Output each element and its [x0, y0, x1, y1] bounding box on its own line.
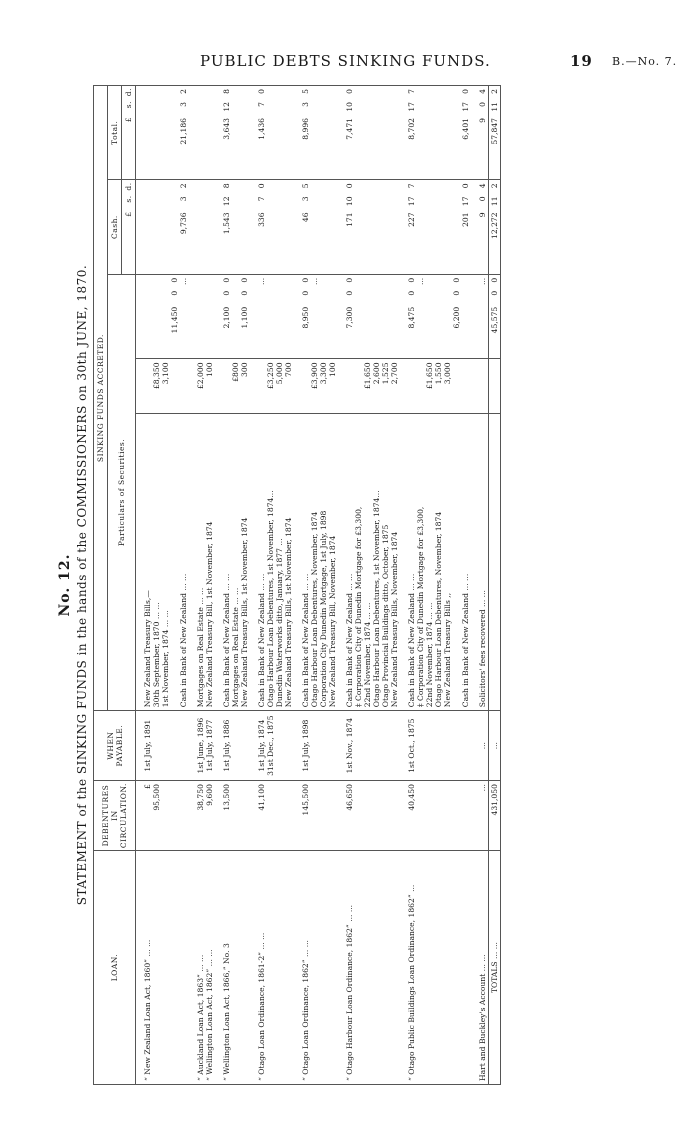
cell-line: Otago Harbour Loan Debentures, November, 1874 [434, 511, 443, 708]
cell-line [319, 89, 328, 176]
cell-line: New Zealand Treasury Bills,— [143, 590, 152, 708]
cell-line: 31st Dec., 1875 [266, 715, 275, 776]
cell-line [328, 89, 337, 176]
cell-line: Cash in Bank of New Zealand ... ... [222, 573, 231, 708]
cell-line [266, 183, 275, 270]
when-payable-cell [215, 711, 250, 781]
loan-cell [189, 851, 215, 1085]
table-row [338, 86, 400, 1085]
header-debentures: DEBENTURES IN CIRCULATION. [94, 781, 136, 851]
debentures-cell [250, 781, 294, 851]
cell-line: ‡ Corporation City of Dunedin Mortgage for £3,300, [416, 506, 425, 708]
cell-line: 700 [284, 362, 293, 377]
cell-line: £3,900 [310, 362, 319, 390]
cell-line: 8,702 17 7 [407, 89, 416, 140]
amount-cell [189, 359, 215, 413]
cell-line [170, 362, 179, 409]
cell-line: 9,600 [205, 784, 214, 806]
cell-line [275, 89, 284, 176]
cell-line [143, 362, 152, 409]
when-payable-cell [294, 711, 338, 781]
cell-line [363, 89, 372, 176]
when-payable-cell [136, 711, 190, 781]
loan-cell [400, 851, 471, 1085]
total-cell [136, 86, 190, 180]
cell-line: ... [478, 784, 487, 792]
amount-cell [471, 359, 489, 413]
cell-line [231, 89, 240, 176]
total-cell [471, 86, 489, 180]
cell-line [266, 278, 275, 356]
totals-particulars [489, 413, 501, 710]
cell-line: £1,650 [363, 362, 372, 390]
when-payable-cell [250, 711, 294, 781]
debentures-cell [215, 781, 250, 851]
cell-line: 201 17 0 [461, 183, 470, 227]
cell-line: 8,475 0 0 [407, 277, 416, 329]
cell-line [443, 278, 452, 356]
cash-cell [189, 180, 215, 274]
totals-row [489, 86, 501, 1085]
cell-line: “ Otago Harbour Loan Ordinance, 1862” ... ... [345, 904, 354, 1081]
cell-line [452, 417, 461, 707]
cell-line [284, 89, 293, 176]
cell-line [354, 278, 363, 356]
cell-line [240, 89, 249, 176]
cell-line: 6,200 0 0 [452, 277, 461, 329]
cell-line: 21,186 3 2 [179, 89, 188, 145]
cell-line [381, 89, 390, 176]
debentures-cell [136, 781, 190, 851]
cell-line [363, 278, 372, 356]
sub-amount-cell [338, 274, 400, 359]
particulars-cell [471, 413, 489, 710]
cell-line: “ Wellington Loan Act, 1866,” No. 3 [222, 943, 231, 1081]
cell-line [372, 183, 381, 270]
cash-cell [338, 180, 400, 274]
cell-line [425, 183, 434, 270]
table-row [215, 86, 250, 1085]
totals-when: ... [489, 711, 501, 781]
cell-line: £3,250 [266, 362, 275, 390]
cell-line [152, 89, 161, 176]
cell-line: Cash in Bank of New Zealand ... ... [461, 573, 470, 708]
amount-cell [294, 359, 338, 413]
cell-line: 171 10 0 [345, 183, 354, 227]
rotated-statement [55, 85, 615, 1085]
cell-line: Mortgages on Real Estate ... ... [196, 587, 205, 708]
cell-line [354, 89, 363, 176]
cash-cell [136, 180, 190, 274]
cell-line: “ Otago Loan Ordinance, 1862” ... ... [301, 940, 310, 1081]
cell-line: New Zealand Treasury Bills, 1st November, 1874 [284, 517, 293, 708]
cell-line: “ New Zealand Loan Act, 1860” ... ... [143, 939, 152, 1081]
when-payable-cell [400, 711, 471, 781]
cell-line [434, 278, 443, 356]
particulars-cell [215, 413, 250, 710]
cell-line: 336 7 0 [257, 183, 266, 227]
cell-line: 1,100 0 0 [240, 277, 249, 329]
sub-amount-cell [136, 274, 190, 359]
cell-line [284, 278, 293, 356]
cell-line: Hart and Buckley's Account ... ... [478, 954, 487, 1081]
cell-line: ‡ Corporation City of Dunedin Mortgage for £3,300, [354, 506, 363, 708]
cash-cell [400, 180, 471, 274]
cell-line: 46,650 [345, 784, 354, 811]
statement-title: STATEMENT of the SINKING FUNDS in the hands of the COMMISSIONERS on 30th JUNE, 1870. [75, 264, 89, 906]
table-row [136, 86, 190, 1085]
cell-line: ... [478, 277, 487, 286]
cell-line [179, 362, 188, 409]
cell-line: 1,436 7 0 [257, 89, 266, 140]
cell-line [416, 362, 425, 409]
cell-line [231, 183, 240, 270]
cell-line: Cash in Bank of New Zealand ... ... [345, 573, 354, 708]
cell-line [152, 183, 161, 270]
cell-line: Cash in Bank of New Zealand ... ... [301, 573, 310, 708]
cell-line [257, 362, 266, 409]
cell-line: 300 [240, 362, 249, 377]
cell-line [161, 89, 170, 176]
table-row [189, 86, 215, 1085]
cell-line [170, 417, 179, 707]
cell-line: 9 0 4 [478, 183, 487, 218]
cell-line: 1,550 [434, 362, 443, 385]
cell-line: 1st June, 1896 [196, 717, 205, 774]
cell-line [170, 89, 179, 176]
cell-line [407, 362, 416, 409]
cell-line [152, 278, 161, 356]
cell-line [390, 183, 399, 270]
cell-line: 1st July, 1898 [301, 719, 310, 772]
cell-line [196, 278, 205, 356]
cell-line: Mortgages on Real Estate ... ... [231, 587, 240, 708]
cell-line: 7,471 10 0 [345, 89, 354, 140]
header-particulars: Particulars of Securities. [108, 274, 136, 710]
cell-line [425, 278, 434, 356]
cell-line: Cash in Bank of New Zealand ... ... [179, 573, 188, 708]
particulars-cell [136, 413, 190, 710]
cell-line [381, 278, 390, 356]
cell-line [452, 362, 461, 409]
cell-line [231, 278, 240, 356]
amount-cell [215, 359, 250, 413]
totals-amount [489, 359, 501, 413]
totals-cash: 12,272 11 2 [489, 180, 501, 274]
cell-line: New Zealand Treasury Bill, November, 1874 [328, 535, 337, 708]
amount-cell [400, 359, 471, 413]
particulars-cell [189, 413, 215, 710]
cell-line [310, 89, 319, 176]
cell-line [372, 89, 381, 176]
table-row [250, 86, 294, 1085]
amount-cell [338, 359, 400, 413]
cell-line: 41,100 [257, 784, 266, 811]
cell-line [310, 183, 319, 270]
cell-line [434, 183, 443, 270]
cell-line [266, 89, 275, 176]
totals-total: 57,847 11 2 [489, 86, 501, 180]
cell-line [452, 183, 461, 270]
cell-line: 22nd November, 1874 ... ... [425, 602, 434, 708]
cell-line: ... [257, 277, 266, 286]
sub-amount-cell [400, 274, 471, 359]
header-when-payable: WHEN PAYABLE. [94, 711, 136, 781]
cell-line [328, 278, 337, 356]
cell-line [196, 89, 205, 176]
when-payable-cell [189, 711, 215, 781]
cell-line [301, 362, 310, 409]
cell-line: 5,000 [275, 362, 284, 385]
sub-amount-cell [250, 274, 294, 359]
cell-line: Otago Harbour Loan Debentures, November, 1874 [310, 511, 319, 708]
cell-line [170, 183, 179, 270]
total-cell [400, 86, 471, 180]
cell-line: 7,300 0 0 [345, 277, 354, 329]
cell-line: “ Auckland Loan Act, 1863” ... ... [196, 954, 205, 1081]
particulars-cell [400, 413, 471, 710]
cell-line: ... [416, 277, 425, 286]
cell-line [461, 278, 470, 356]
cell-line [452, 89, 461, 176]
cell-line: 227 17 7 [407, 183, 416, 227]
header-sinking-funds: SINKING FUNDS ACCRETED. [94, 86, 108, 711]
cell-line [161, 278, 170, 356]
cell-line: 30th September, 1870 ... ... [152, 602, 161, 708]
cash-cell [294, 180, 338, 274]
cell-line: New Zealand Treasury Bills, 1st November, 1874 [240, 517, 249, 708]
cell-line: “ Wellington Loan Act, 1862” ... ... [205, 949, 214, 1081]
page-header-title: PUBLIC DEBTS SINKING FUNDS. [200, 52, 491, 70]
cell-line [319, 183, 328, 270]
cell-line: 95,500 [152, 784, 161, 811]
particulars-cell [294, 413, 338, 710]
loan-cell [215, 851, 250, 1085]
cell-line: 8,996 3 5 [301, 89, 310, 140]
loan-cell [250, 851, 294, 1085]
when-payable-cell [471, 711, 489, 781]
amount-cell [136, 359, 190, 413]
total-cell [250, 86, 294, 180]
table-row [400, 86, 471, 1085]
cell-line [284, 183, 293, 270]
table-number: No. 12. [57, 553, 73, 617]
cell-line: 22nd November, 1874 ... ... [363, 602, 372, 708]
cell-line: “ Otago Loan Ordinance, 1861-2” ... ... [257, 932, 266, 1081]
cell-line [416, 183, 425, 270]
sub-amount-cell [294, 274, 338, 359]
cell-line: Corporation City Dunedin Mortgage, 1st July, 1898 [319, 510, 328, 708]
cell-line [443, 183, 452, 270]
cell-line [345, 362, 354, 409]
cell-line: 6,401 17 0 [461, 89, 470, 140]
cell-line: 2,100 0 0 [222, 277, 231, 329]
cell-line: 145,500 [301, 784, 310, 816]
page-number: 19 [570, 52, 593, 70]
cash-units: £ s. d. [122, 180, 136, 274]
cell-line [354, 362, 363, 409]
cell-line [319, 278, 328, 356]
cell-line: 11,450 0 0 [170, 277, 179, 334]
cell-line: 2,700 [390, 362, 399, 385]
cell-line: ... [179, 277, 188, 286]
loan-cell [136, 851, 190, 1085]
particulars-cell [250, 413, 294, 710]
cell-line: New Zealand Treasury Bill, 1st November, 1874 [205, 521, 214, 708]
cell-line: 1st July, 1874 [257, 719, 266, 772]
cell-line: Cash in Bank of New Zealand ... ... [257, 573, 266, 708]
cell-line [390, 278, 399, 356]
cell-line [354, 183, 363, 270]
cell-line [143, 89, 152, 176]
particulars-cell [338, 413, 400, 710]
sinking-funds-table [93, 85, 501, 1085]
cell-line: 9,736 3 2 [179, 183, 188, 235]
loan-cell [294, 851, 338, 1085]
loan-cell [338, 851, 400, 1085]
cell-line: 1st July, 1886 [222, 719, 231, 772]
cell-line: Solicitors' fees recovered ... ... [478, 590, 487, 708]
cell-line [461, 362, 470, 409]
cell-line: 1st November, 1874 ... ... [161, 610, 170, 708]
cell-line [390, 89, 399, 176]
cell-line: 1st Oct., 1875 [407, 718, 416, 773]
cell-line: 3,000 [443, 362, 452, 385]
header-cash: Cash. [108, 180, 122, 274]
cell-line: Cash in Bank of New Zealand ... ... [407, 573, 416, 708]
cell-line: “ Otago Public Buildings Loan Ordinance, 1862” ... [407, 884, 416, 1081]
cell-line [443, 89, 452, 176]
cell-line: £800 [231, 362, 240, 382]
cell-line [240, 183, 249, 270]
cell-line: 3,100 [161, 362, 170, 385]
cell-line [381, 183, 390, 270]
cell-line [161, 183, 170, 270]
cell-line [196, 183, 205, 270]
cell-line: 1st July, 1891 [143, 719, 152, 772]
sub-amount-cell [215, 274, 250, 359]
total-units: £ s. d. [122, 86, 136, 180]
total-cell [189, 86, 215, 180]
cell-line [478, 362, 487, 409]
table-row [471, 86, 489, 1085]
cell-line: Otago Harbour Loan Debentures, 1st November, 1874... [266, 490, 275, 708]
totals-sub-amount: 45,575 0 0 [489, 274, 501, 359]
cell-line: 1st Nov., 1874 [345, 717, 354, 774]
cell-line: New Zealand Treasury Bills ,, [443, 592, 452, 708]
debentures-cell [294, 781, 338, 851]
debentures-cell [471, 781, 489, 851]
cell-line: Dunedin Waterworks ditto, January, 1877 ... [275, 538, 284, 708]
cell-line [143, 278, 152, 356]
amount-cell [250, 359, 294, 413]
debentures-cell [338, 781, 400, 851]
cell-line: Otago Provincial Buildings ditto, October, 1875 [381, 524, 390, 708]
debentures-cell [400, 781, 471, 851]
cell-line [275, 278, 284, 356]
cell-line: £2,000 [196, 362, 205, 390]
debentures-cell [189, 781, 215, 851]
cash-cell [471, 180, 489, 274]
cell-line: New Zealand Treasury Bills, November, 1874 [390, 531, 399, 708]
cell-line [205, 183, 214, 270]
when-payable-cell [338, 711, 400, 781]
cell-line: 38,750 [196, 784, 205, 811]
totals-label: TOTALS ... ... [489, 851, 501, 1085]
sub-amount-cell [189, 274, 215, 359]
cell-line: 3,300 [319, 362, 328, 385]
document-reference: B.—No. 7. [612, 55, 678, 68]
cell-line [205, 89, 214, 176]
cell-line: 13,500 [222, 784, 231, 811]
header-loan: LOAN. [94, 851, 136, 1085]
cell-line: ... [478, 742, 487, 750]
cell-line: 100 [205, 362, 214, 377]
cell-line: £ [143, 784, 152, 789]
cell-line: 8,950 0 0 [301, 277, 310, 329]
cell-line [143, 183, 152, 270]
cell-line [363, 183, 372, 270]
cell-line [434, 89, 443, 176]
header-total: Total. [108, 86, 122, 180]
loan-cell [471, 851, 489, 1085]
total-cell [294, 86, 338, 180]
cash-cell [250, 180, 294, 274]
cell-line [372, 278, 381, 356]
cell-line: 1,543 12 8 [222, 183, 231, 235]
cell-line: £1,650 [425, 362, 434, 390]
cell-line [205, 278, 214, 356]
cell-line [222, 362, 231, 409]
cell-line: ... [310, 277, 319, 286]
cell-line: 3,643 12 8 [222, 89, 231, 140]
sub-amount-cell [471, 274, 489, 359]
cell-line [425, 89, 434, 176]
total-cell [338, 86, 400, 180]
totals-debentures: 431,050 [489, 781, 501, 851]
cell-line [416, 89, 425, 176]
cash-cell [215, 180, 250, 274]
cell-line: 1st July, 1877 [205, 719, 214, 772]
cell-line: 9 0 4 [478, 89, 487, 123]
cell-line: Otago Harbour Loan Debentures, 1st November, 1874... [372, 490, 381, 708]
cell-line: 1,525 [381, 362, 390, 385]
cell-line: £8,350 [152, 362, 161, 390]
total-cell [215, 86, 250, 180]
cell-line: 100 [328, 362, 337, 377]
cell-line: 40,450 [407, 784, 416, 811]
cell-line [275, 183, 284, 270]
cell-line [328, 183, 337, 270]
cell-line: 2,600 [372, 362, 381, 385]
table-row [294, 86, 338, 1085]
cell-line: 46 3 5 [301, 183, 310, 223]
